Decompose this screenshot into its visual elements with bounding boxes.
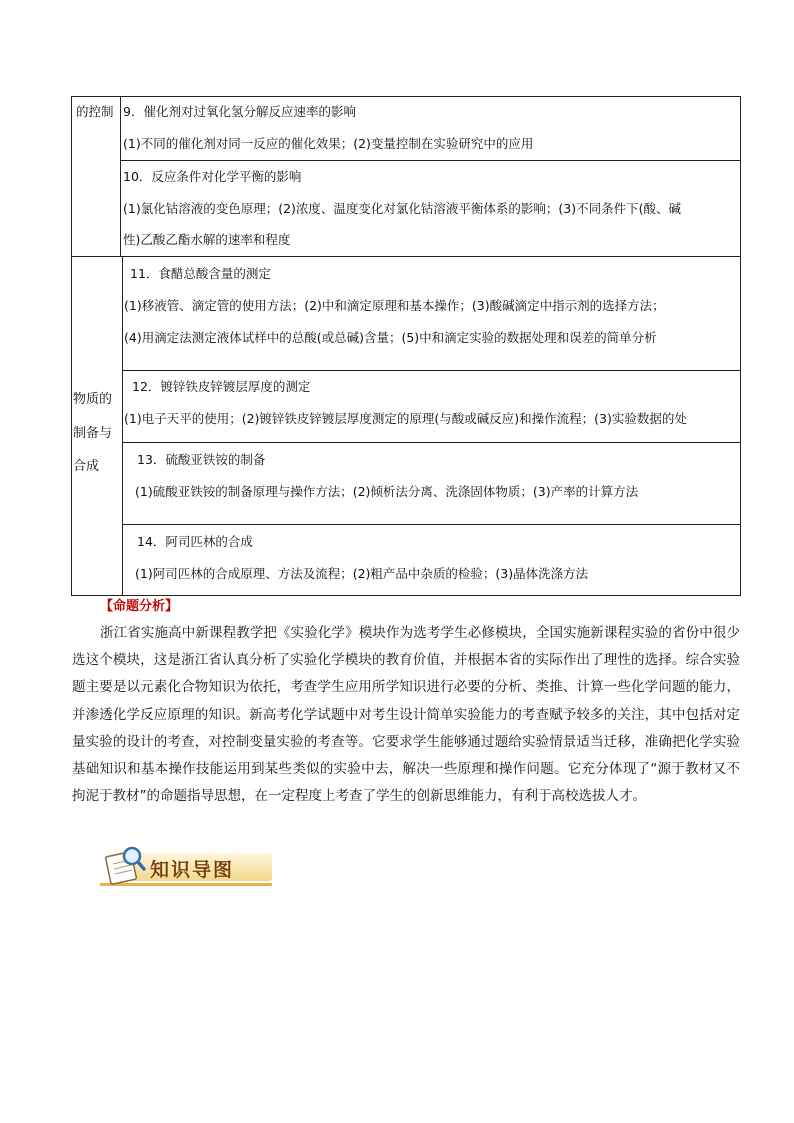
banner-title: 知识导图 [150, 859, 235, 881]
analysis-title: 【命题分析】 [100, 599, 179, 614]
section2-label-line-3: 合成 [73, 459, 100, 474]
section-line [71, 256, 741, 257]
item-11-line-1: (1)移液管、滴定管的使用方法；(2)中和滴定原理和基本操作；(3)酸碱滴定中指示剂的选择方法； [124, 298, 665, 313]
item-12-title: 12．镀锌铁皮锌镀层厚度的测定 [132, 379, 311, 394]
item-14-line-1: (1)阿司匹林的合成原理、方法及流程；(2)粗产品中杂质的检验；(3)晶体洗涤方法 [135, 566, 589, 581]
item-13-title: 13．硫酸亚铁铵的制备 [137, 452, 266, 467]
table-border-bottom [71, 595, 741, 596]
row-line-4 [122, 442, 740, 443]
item-14-title: 14．阿司匹林的合成 [137, 534, 253, 549]
row-line-5 [122, 524, 740, 525]
knowledge-map-banner [100, 844, 272, 886]
item-10-title: 10．反应条件对化学平衡的影响 [123, 169, 302, 184]
item-11-title: 11．食醋总酸含量的测定 [130, 266, 271, 281]
item-12-line-1: (1)电子天平的使用；(2)镀锌铁皮锌镀层厚度测定的原理(与酸或碱反应)和操作流程；(3)实验数据的处 [124, 411, 687, 426]
table-border-right [740, 96, 741, 596]
section1-label: 的控制 [76, 104, 114, 119]
analysis-paragraph [72, 620, 740, 810]
section2-label-line-2: 制备与 [73, 426, 113, 441]
item-10-line-1: (1)氯化钴溶液的变色原理；(2)浓度、温度变化对氯化钴溶液平衡体系的影响；(3)不同条件下(酸、碱 [123, 201, 681, 216]
item-11-line-2: (4)用滴定法测定液体试样中的总酸(或总碱)含量；(5)中和滴定实验的数据处理和误差的简单分析 [124, 330, 657, 345]
item-9-title: 9．催化剂对过氧化氢分解反应速率的影响 [123, 104, 356, 119]
item-10-line-2: 性)乙酸乙酯水解的速率和程度 [123, 232, 291, 247]
table-border-top [71, 96, 741, 97]
item-13-line-1: (1)硫酸亚铁铵的制备原理与操作方法；(2)倾析法分离、洗涤固体物质；(3)产率的计算方法 [135, 484, 639, 499]
magnifier-notebook-icon [102, 844, 146, 886]
item-9-line-1: (1)不同的催化剂对同一反应的催化效果；(2)变量控制在实验研究中的应用 [123, 136, 534, 151]
col-divider-1 [120, 96, 121, 256]
analysis-text: 浙江省实施高中新课程教学把《实验化学》模块作为选考学生必修模块，全国实施新课程实验的省份中很少选这个模块，这是浙江省认真分析了实验化学模块的教育价值，并根据本省的实际作出了理性的选择。综合实验题主要是以元素化合物知识为依托，考查学生应用所学知识进行必要的分析、类推、计算一些化学问题的能力，并渗透化学反应原理的知识。新高考化学试题中对考生设计简单实验能力的考查赋予较多的关注，其中包括对定量实验的设计的考查，对控制变量实验的考查等。它要求学生能够通过题给实验情景适当迁移，准确把化学实验基础知识和基本操作技能运用到某些类似的实验中去，解决一些原理和操作问题。它充分体现了“源于教材又不拘泥于教材”的命题指导思想，在一定程度上考查了学生的创新思维能力，有利于高校选拔人才。 [72, 625, 740, 805]
row-line-1 [120, 160, 740, 161]
row-line-3 [122, 370, 740, 371]
item-12-line-clip [123, 410, 739, 430]
table-border-left [71, 96, 72, 596]
section2-label-line-1: 物质的 [73, 392, 113, 407]
